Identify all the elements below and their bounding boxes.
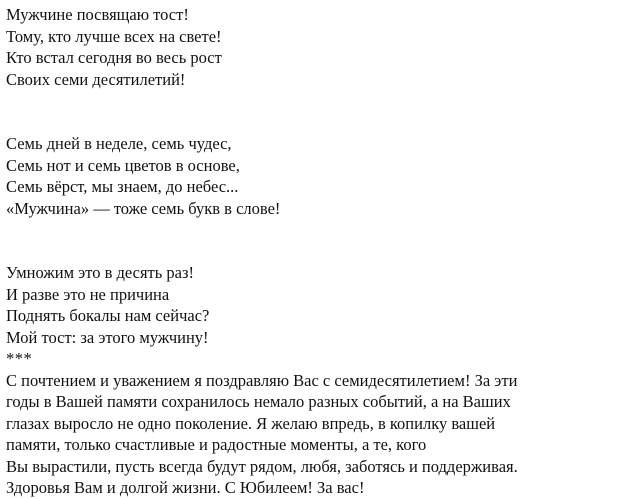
stanza-gap: [6, 241, 614, 263]
poem-stanza-3: [6, 262, 614, 348]
poem-line: Своих семи десятилетий!: [6, 69, 186, 89]
poem-line: Семь дней в неделе, семь чудес,: [6, 134, 232, 153]
stanza-gap: [6, 90, 614, 112]
prose-paragraph: [6, 370, 614, 499]
divider-asterisks: ***: [6, 349, 33, 368]
stanza-gap: [6, 219, 614, 241]
prose-line: годы в Вашей памяти сохранилось немало разных событий, а на Ваших: [6, 392, 511, 411]
poem-stanza-2: [6, 133, 614, 219]
poem-line: Тому, кто лучше всех на свете!: [6, 26, 222, 46]
poem-line: Умножим это в десять раз!: [6, 263, 194, 282]
poem-line: Поднять бокалы нам сейчас?: [6, 306, 210, 325]
poem-stanza-1: [6, 4, 614, 90]
poem-line: Кто встал сегодня во весь рост: [6, 48, 222, 67]
poem-line: Семь вёрст, мы знаем, до небес...: [6, 177, 239, 196]
prose-line: Здоровья Вам и долгой жизни. С Юбилеем! За вас!: [6, 478, 365, 497]
poem-line: Мужчине посвящаю тост!: [6, 5, 189, 24]
prose-line: памяти, только счастливые и радостные моменты, а те, кого: [6, 435, 427, 454]
poem-line: И разве это не причина: [6, 284, 170, 304]
poem-line: Семь нот и семь цветов в основе,: [6, 155, 240, 175]
poem-line: Мой тост: за этого мужчину!: [6, 327, 209, 347]
stanza-gap: [6, 112, 614, 134]
prose-line: С почтением и уважением я поздравляю Вас с семидесятилетием! За эти: [6, 370, 518, 390]
prose-line: Вы вырастили, пусть всегда будут рядом, любя, заботясь и поддерживая.: [6, 456, 518, 476]
prose-line: глазах выросло не одно поколение. Я желаю впредь, в копилку вашей: [6, 413, 496, 433]
poem-line: «Мужчина» — тоже семь букв в слове!: [6, 198, 281, 218]
